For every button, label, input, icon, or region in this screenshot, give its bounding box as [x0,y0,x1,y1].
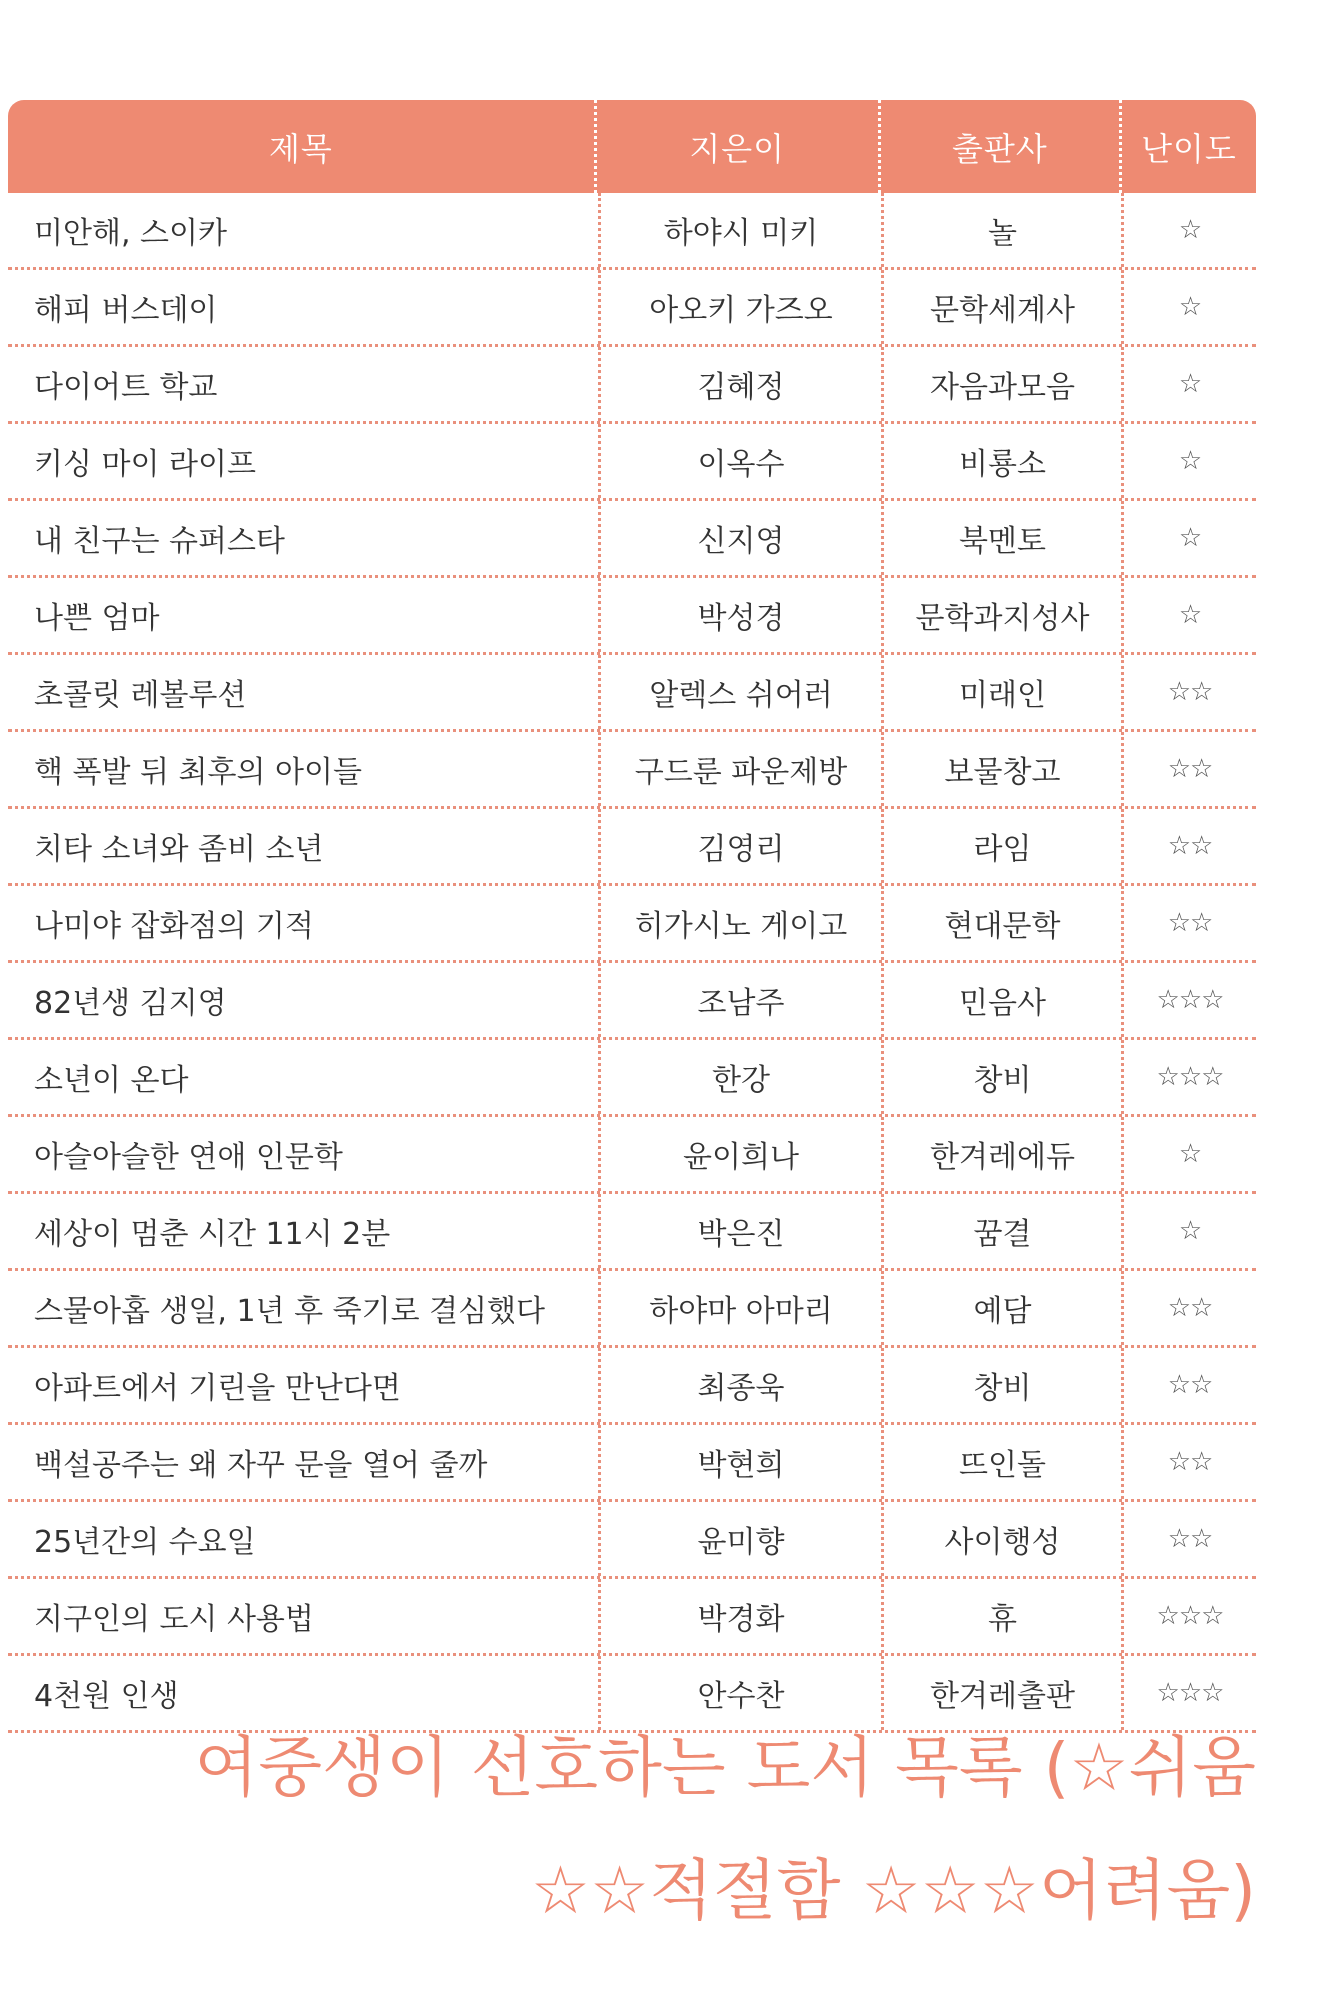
cell-title: 초콜릿 레볼루션 [34,678,247,713]
table-row [8,1117,1256,1194]
cell-publisher: 휴 [881,1579,1121,1653]
table-row [8,963,1256,1040]
table-row [8,424,1256,501]
cell-title: 4천원 인생 [34,1679,179,1714]
cell-title: 25년간의 수요일 [34,1525,256,1560]
cell-title: 나쁜 엄마 [34,601,160,636]
cell-title: 치타 소녀와 좀비 소년 [34,832,324,867]
cell-author: 안수찬 [598,1656,881,1730]
cell-publisher: 비룡소 [881,424,1121,498]
cell-title: 나미야 잡화점의 기적 [34,909,314,944]
cell-title: 지구인의 도시 사용법 [34,1602,314,1637]
cell-difficulty: ☆☆ [1121,809,1256,883]
cell-title: 내 친구는 슈퍼스타 [34,524,285,559]
cell-difficulty: ☆☆ [1121,1271,1256,1345]
cell-publisher: 현대문학 [881,886,1121,960]
cell-author: 박경화 [598,1579,881,1653]
cell-difficulty: ☆ [1121,270,1256,344]
cell-author: 알렉스 쉬어러 [598,655,881,729]
cell-publisher: 민음사 [881,963,1121,1037]
table-row [8,1271,1256,1348]
cell-title: 미안해, 스이카 [34,216,227,251]
caption-line-1: 여중생이 선호하는 도서 목록 (☆쉬움 [194,1729,1256,1806]
cell-difficulty: ☆☆ [1121,655,1256,729]
cell-publisher: 한겨레에듀 [881,1117,1121,1191]
cell-author: 조남주 [598,963,881,1037]
table-row [8,270,1256,347]
cell-author: 윤미향 [598,1502,881,1576]
cell-author: 박성경 [598,578,881,652]
table-row [8,501,1256,578]
cell-title: 아파트에서 기린을 만난다면 [34,1371,401,1406]
table-row [8,193,1256,270]
cell-author: 박현희 [598,1425,881,1499]
caption-line-2: ☆☆적절함 ☆☆☆어려움) [530,1852,1256,1929]
cell-author: 김혜정 [598,347,881,421]
cell-difficulty: ☆☆ [1121,732,1256,806]
cell-difficulty: ☆☆☆ [1121,1579,1256,1653]
cell-publisher: 라임 [881,809,1121,883]
table-row [8,732,1256,809]
cell-difficulty: ☆ [1121,424,1256,498]
cell-publisher: 놀 [881,193,1121,267]
table-row [8,1040,1256,1117]
cell-difficulty: ☆☆☆ [1121,963,1256,1037]
cell-difficulty: ☆☆ [1121,886,1256,960]
table-header [8,100,1256,193]
cell-publisher: 뜨인돌 [881,1425,1121,1499]
cell-title: 82년생 김지영 [34,986,227,1021]
table-row [8,1502,1256,1579]
header-author: 지은이 [594,100,878,193]
cell-difficulty: ☆ [1121,347,1256,421]
table-row [8,1348,1256,1425]
cell-publisher: 예담 [881,1271,1121,1345]
header-difficulty: 난이도 [1119,100,1256,193]
table-row [8,809,1256,886]
table-row [8,886,1256,963]
cell-title: 아슬아슬한 연애 인문학 [34,1140,343,1175]
cell-title: 다이어트 학교 [34,370,218,405]
table-row [8,1425,1256,1502]
cell-difficulty: ☆ [1121,1194,1256,1268]
cell-difficulty: ☆☆ [1121,1348,1256,1422]
cell-publisher: 사이행성 [881,1502,1121,1576]
cell-difficulty: ☆☆☆ [1121,1040,1256,1114]
cell-difficulty: ☆ [1121,193,1256,267]
cell-author: 신지영 [598,501,881,575]
cell-difficulty: ☆ [1121,1117,1256,1191]
table-body [8,193,1256,1733]
cell-title: 핵 폭발 뒤 최후의 아이들 [34,755,362,790]
table-row [8,578,1256,655]
cell-publisher: 한겨레출판 [881,1656,1121,1730]
cell-author: 이옥수 [598,424,881,498]
cell-publisher: 꿈결 [881,1194,1121,1268]
table-row [8,1656,1256,1733]
table-row [8,347,1256,424]
cell-author: 아오키 가즈오 [598,270,881,344]
cell-title: 키싱 마이 라이프 [34,447,256,482]
cell-author: 윤이희나 [598,1117,881,1191]
table-row [8,655,1256,732]
header-publisher: 출판사 [878,100,1119,193]
header-title: 제목 [268,129,333,168]
cell-publisher: 창비 [881,1348,1121,1422]
cell-author: 하야마 아마리 [598,1271,881,1345]
cell-difficulty: ☆ [1121,501,1256,575]
cell-title: 백설공주는 왜 자꾸 문을 열어 줄까 [34,1448,488,1483]
cell-publisher: 창비 [881,1040,1121,1114]
cell-publisher: 자음과모음 [881,347,1121,421]
cell-publisher: 북멘토 [881,501,1121,575]
table-row [8,1579,1256,1656]
cell-author: 하야시 미키 [598,193,881,267]
table-row [8,1194,1256,1271]
cell-title: 해피 버스데이 [34,293,218,328]
cell-difficulty: ☆ [1121,578,1256,652]
cell-author: 박은진 [598,1194,881,1268]
cell-author: 히가시노 게이고 [598,886,881,960]
cell-difficulty: ☆☆ [1121,1425,1256,1499]
cell-author: 한강 [598,1040,881,1114]
cell-title: 세상이 멈춘 시간 11시 2분 [34,1217,391,1252]
book-table [8,100,1256,1733]
cell-publisher: 보물창고 [881,732,1121,806]
cell-title: 스물아홉 생일, 1년 후 죽기로 결심했다 [34,1294,546,1329]
cell-author: 구드룬 파운제방 [598,732,881,806]
cell-difficulty: ☆☆☆ [1121,1656,1256,1730]
cell-author: 김영리 [598,809,881,883]
cell-title: 소년이 온다 [34,1063,189,1098]
cell-difficulty: ☆☆ [1121,1502,1256,1576]
cell-publisher: 미래인 [881,655,1121,729]
cell-author: 최종욱 [598,1348,881,1422]
cell-publisher: 문학과지성사 [881,578,1121,652]
cell-publisher: 문학세계사 [881,270,1121,344]
